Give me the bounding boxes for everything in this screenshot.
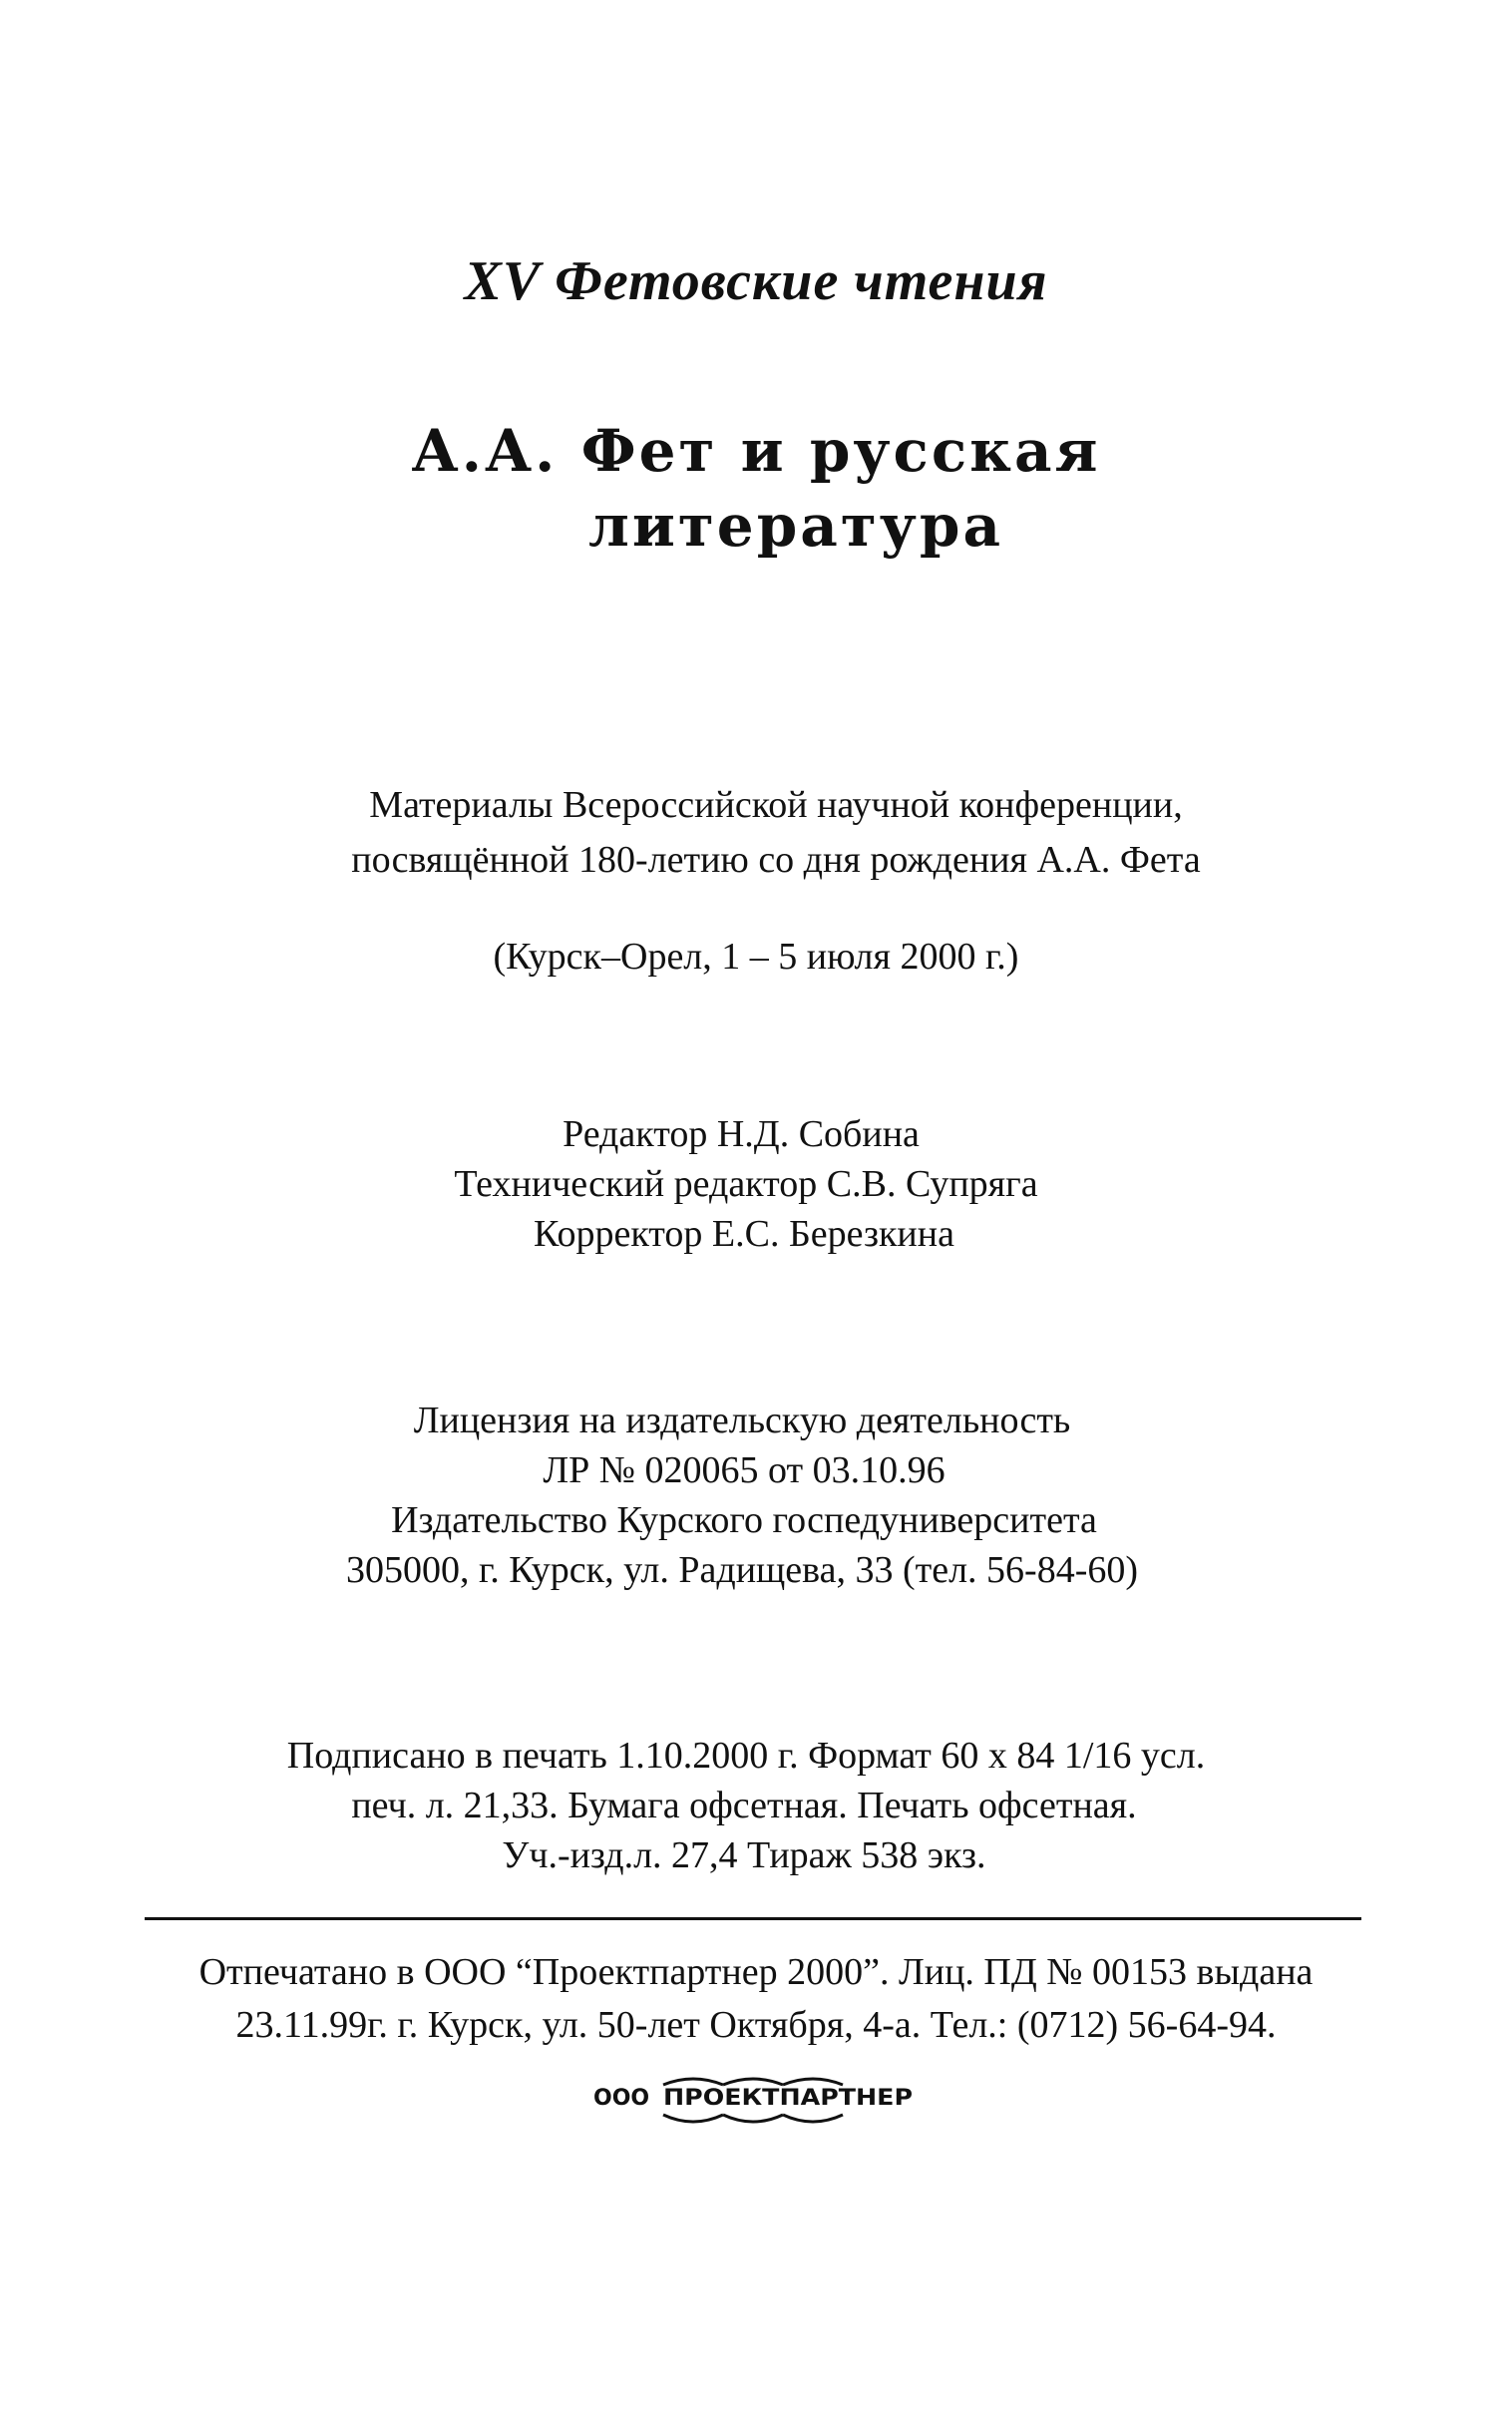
series-title: XV Фетовские чтения	[464, 250, 1048, 312]
logo-top-arcs	[663, 2079, 843, 2085]
logo-bottom-arcs	[663, 2115, 843, 2122]
publisher-address: 305000, г. Курск, ул. Радищева, 33 (тел. 56-84-60)	[345, 1549, 1139, 1591]
place-dates: (Курск–Орел, 1 – 5 июля 2000 г.)	[493, 936, 1019, 978]
book-title-line-1: А.А. Фет и русская	[411, 417, 1101, 485]
printer-line-2: 23.11.99г. г. Курск, ул. 50-лет Октября, 4-а. Тел.: (0712) 56-64-94.	[235, 2004, 1277, 2046]
printer-line-1: Отпечатано в ООО “Проектпартнер 2000”. Лиц. ПД № 00153 выдана	[198, 1951, 1314, 1993]
book-title-line-2: литература	[587, 492, 1004, 560]
license-line: Лицензия на издательскую деятельность	[413, 1400, 1071, 1441]
print-info-line-3: Уч.-изд.л. 27,4 Тираж 538 экз.	[502, 1834, 986, 1876]
publisher-logo	[593, 2073, 923, 2133]
tech-editor-credit: Технический редактор С.В. Супряга	[454, 1163, 1038, 1205]
description-line-1: Материалы Всероссийской научной конференции,	[369, 784, 1183, 826]
editor-credit: Редактор Н.Д. Собина	[563, 1113, 920, 1155]
logo-prefix: ООО	[593, 2086, 650, 2111]
logo-name: ПРОЕКТПАРТНЕР	[663, 2086, 913, 2111]
description-line-2: посвящённой 180-летию со дня рождения А.А. Фета	[351, 839, 1201, 881]
publisher-name: Издательство Курского госпедуниверситета	[391, 1499, 1097, 1541]
license-number: ЛР № 020065 от 03.10.96	[543, 1449, 945, 1491]
print-info-line-1: Подписано в печать 1.10.2000 г. Формат 60 х 84 1/16 усл.	[286, 1735, 1206, 1777]
print-info-line-2: печ. л. 21,33. Бумага офсетная. Печать офсетная.	[351, 1785, 1137, 1826]
proofreader-credit: Корректор Е.С. Березкина	[534, 1213, 954, 1255]
divider-rule	[145, 1917, 1361, 1920]
